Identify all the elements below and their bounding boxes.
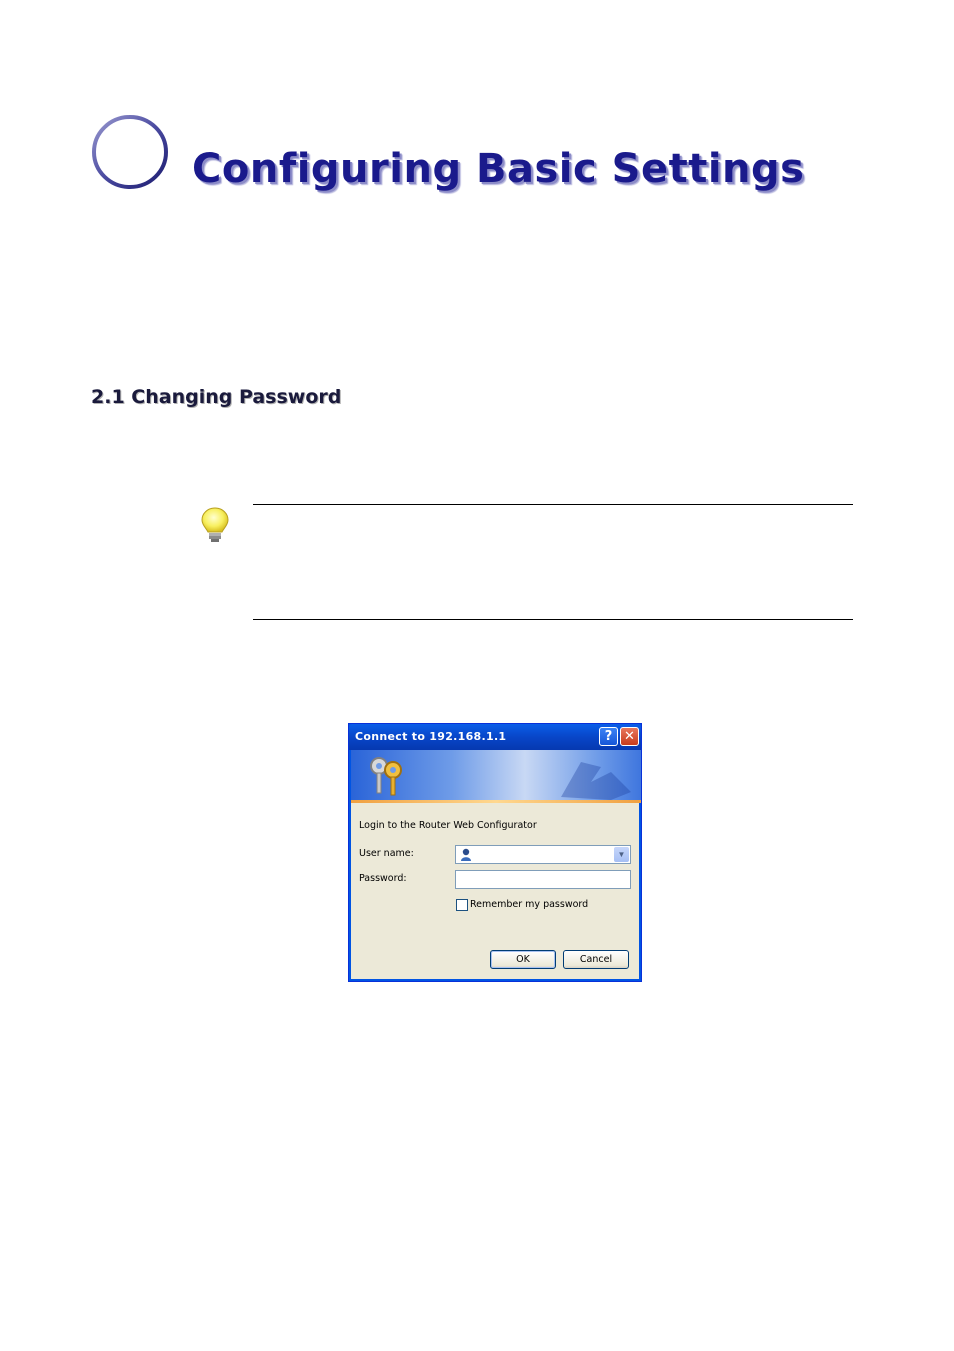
banner-stripe (351, 800, 641, 803)
note-bottom-rule (253, 619, 853, 620)
login-dialog (348, 723, 642, 982)
chevron-down-icon[interactable]: ▼ (614, 847, 629, 862)
close-button[interactable]: ✕ (620, 727, 639, 746)
dialog-title: Connect to 192.168.1.1 (355, 730, 507, 743)
password-label: Password: (359, 873, 407, 884)
keys-icon (365, 754, 409, 798)
note-top-rule (253, 504, 853, 505)
ok-button[interactable]: OK (490, 950, 556, 969)
lightbulb-icon (199, 506, 231, 546)
cancel-button[interactable]: Cancel (563, 950, 629, 969)
login-prompt: Login to the Router Web Configurator (359, 820, 537, 831)
dialog-titlebar[interactable] (349, 724, 641, 750)
help-button[interactable]: ? (599, 727, 618, 746)
password-input[interactable] (455, 870, 631, 889)
remember-password-label[interactable]: Remember my password (470, 899, 589, 910)
username-label: User name: (359, 848, 414, 859)
chapter-ring-icon (90, 114, 168, 190)
chapter-title: Configuring Basic Settings (192, 146, 805, 192)
section-title: 2.1 Changing Password (91, 386, 342, 408)
dialog-banner (351, 750, 641, 802)
banner-watermark-icon (551, 752, 639, 802)
user-icon (460, 848, 472, 861)
username-combobox[interactable] (455, 845, 631, 864)
remember-password-checkbox[interactable] (456, 899, 468, 911)
